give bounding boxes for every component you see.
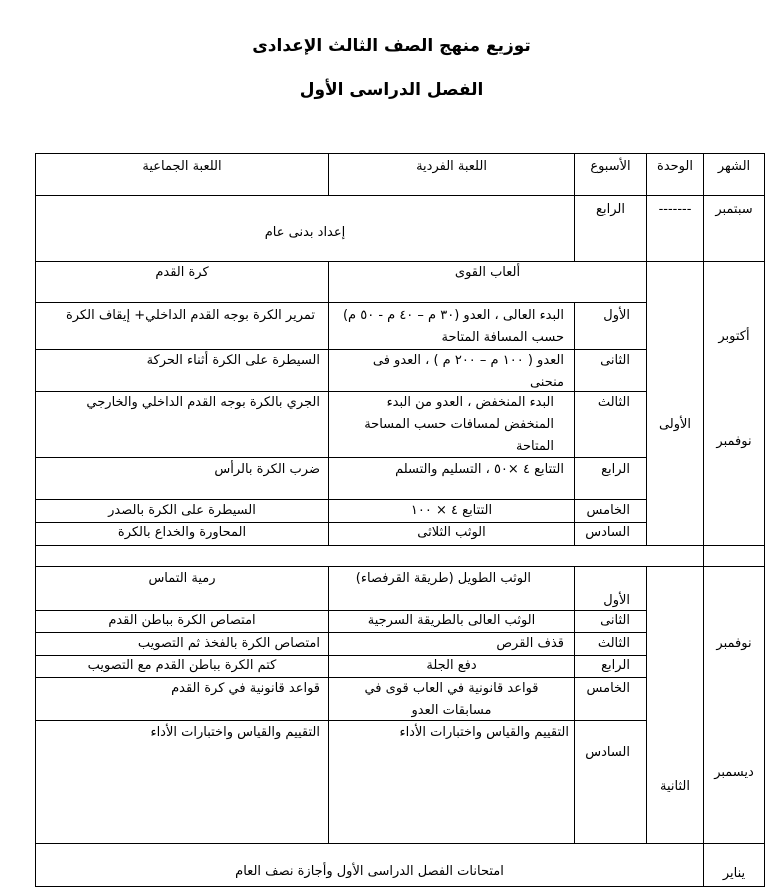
unit2-individual-1: الوثب الطويل (طريقة القرفصاء) <box>355 571 531 586</box>
header-individual: اللعبة الفردية <box>416 159 487 174</box>
unit1-individual-1: البدء العالى ، العدو (٣٠ م – ٤٠ م - ٥٠ م) حسب المسافة المتاحة <box>342 308 564 345</box>
unit1-team-5: السيطرة على الكرة بالصدر <box>108 503 256 518</box>
month-september: سبتمبر <box>715 202 753 217</box>
unit1-week-3: الثالث <box>597 395 630 410</box>
unit2-team-4: كتم الكرة بباطن القدم مع التصويب <box>87 658 277 673</box>
unit2-week-2: الثانى <box>600 613 630 628</box>
unit2-individual-5: قواعد قانونية في العاب قوى في مسابقات العدو <box>364 681 539 718</box>
week-september: الرابع <box>596 202 625 217</box>
unit2-team-2: امتصاص الكرة بباطن القدم <box>108 613 256 628</box>
unit2-individual-3: قذف القرص <box>496 636 564 651</box>
unit2-team-sport-title: رمية التماس <box>148 571 216 586</box>
unit2-week-5: الخامس <box>586 681 630 696</box>
month-december: ديسمبر <box>714 765 754 780</box>
unit2-individual-2: الوثب العالى بالطريقة السرجية <box>367 613 536 628</box>
unit1-individual-5: التتابع ٤ × ١٠٠ <box>410 503 493 518</box>
unit1-team-6: المحاورة والخداع بالكرة <box>117 525 247 540</box>
page-subtitle: الفصل الدراسى الأول <box>299 80 484 100</box>
page-title: توزيع منهج الصف الثالث الإعدادى <box>252 36 531 56</box>
exams-and-break: امتحانات الفصل الدراسى الأول وأجازة نصف العام <box>235 864 504 879</box>
header-month: الشهر <box>717 159 751 174</box>
unit1-week-6: السادس <box>585 525 630 540</box>
unit2-team-3: امتصاص الكرة بالفخذ ثم التصويب <box>137 636 320 651</box>
month-november-2: نوفمبر <box>716 636 752 651</box>
unit1-individual-4: التتابع ٤ ×٥٠ ، التسليم والتسلم <box>395 462 564 477</box>
unit-none: ------- <box>658 202 692 217</box>
unit1-individual-6: الوثب الثلاثى <box>417 525 486 540</box>
header-team: اللعبة الجماعية <box>142 159 222 174</box>
unit2-week-6: السادس <box>585 745 630 760</box>
unit2-week-3: الثالث <box>597 636 630 651</box>
individual-sport-title: ألعاب القوى <box>454 265 521 280</box>
unit1-week-1: الأول <box>603 308 630 323</box>
unit1-team-1: تمرير الكرة بوجه القدم الداخلي+ إيقاف الكرة <box>65 308 315 323</box>
unit1-team-3: الجري بالكرة بوجه القدم الداخلي والخارجي <box>86 395 320 410</box>
unit1-individual-2: العدو ( ١٠٠ م – ٢٠٠ م ) ، العدو فى منحنى <box>372 353 564 390</box>
month-november: نوفمبر <box>716 434 752 449</box>
unit1-team-2: السيطرة على الكرة أثناء الحركة <box>146 353 320 368</box>
general-fitness: إعداد بدنى عام <box>264 225 346 240</box>
unit2-individual-6: التقييم والقياس واختبارات الأداء <box>399 725 569 740</box>
team-sport-title: كرة القدم <box>155 265 209 280</box>
unit-first: الأولى <box>658 417 692 432</box>
month-january: يناير <box>722 866 746 881</box>
unit1-week-2: الثانى <box>600 353 630 368</box>
unit-second: الثانية <box>660 779 690 794</box>
unit1-week-4: الرابع <box>601 462 630 477</box>
unit2-week-4: الرابع <box>601 658 630 673</box>
header-week: الأسبوع <box>590 159 631 174</box>
unit1-individual-3: البدء المنخفض ، العدو من البدء المنخفض لمسافات حسب المساحة المتاحة <box>364 395 554 454</box>
unit1-team-4: ضرب الكرة بالرأس <box>214 462 320 477</box>
header-unit: الوحدة <box>657 159 693 174</box>
unit2-individual-4: دفع الجلة <box>426 658 477 673</box>
unit2-team-5: قواعد قانونية في كرة القدم <box>171 681 320 696</box>
unit1-week-5: الخامس <box>586 503 630 518</box>
month-october: أكتوبر <box>718 329 750 344</box>
unit2-week-1: الأول <box>603 593 630 608</box>
unit2-team-6: التقييم والقياس واختبارات الأداء <box>150 725 320 740</box>
